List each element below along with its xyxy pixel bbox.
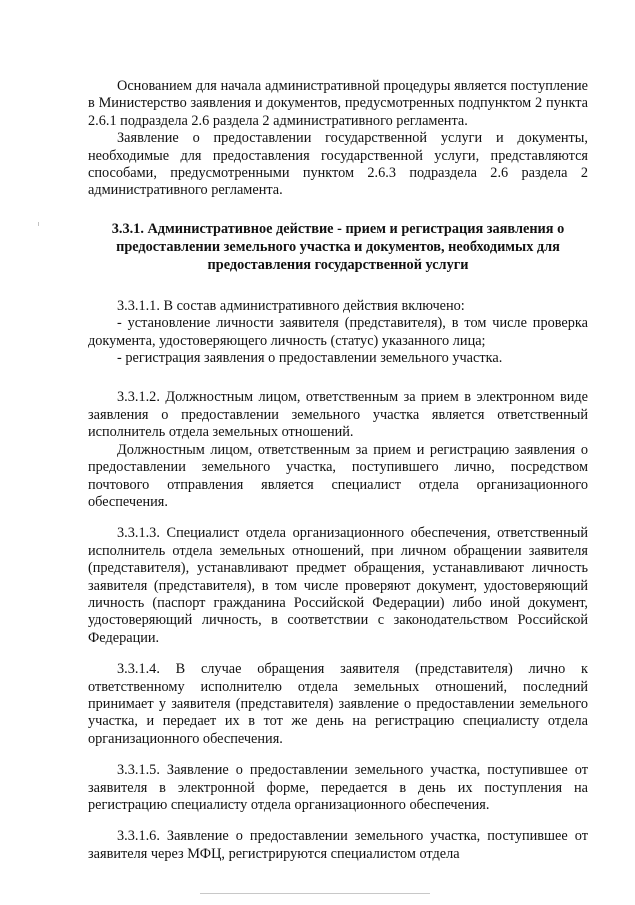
document-body	[88, 78, 588, 863]
spacer	[88, 748, 588, 762]
spacer	[88, 367, 588, 389]
paragraph-3-3-1-3: 3.3.1.3. Специалист отдела организационного обеспечения, ответственный исполнитель отдела земельных отношений, при личном обращении заявителя (представителя), устанавливают предмет обращения, устанавливают личность заявителя (представителя), в том числе проверяют документ, удостоверяющий личность (паспорт гражданина Российской Федерации) либо иной документ, удостоверяющий личность, в соответствии с законодательством Российской Федерации.	[88, 525, 588, 646]
paragraph-3-3-1-1: 3.3.1.1. В состав административного действия включено:	[117, 297, 465, 314]
section-heading: 3.3.1. Административное действие - прием и регистрация заявления о предоставлении земельного участка и документов, необходимых для предоставления государственной услуги	[111, 220, 565, 273]
scan-edge-line	[200, 893, 430, 894]
paragraph-3-3-1-6: 3.3.1.6. Заявление о предоставлении земельного участка, поступившее от заявителя через МФЦ, регистрируются специалистом отдела	[88, 828, 588, 862]
paragraph-3-3-1-5: 3.3.1.5. Заявление о предоставлении земельного участка, поступившее от заявителя в электронной форме, передается в день их поступления на регистрацию специалисту отдела организационного обеспечения.	[88, 762, 588, 813]
paragraph-3-3-1-2: 3.3.1.2. Должностным лицом, ответственным за прием в электронном виде заявления о предоставлении земельного участка является ответственный исполнитель отдела земельных отношений.	[88, 389, 588, 441]
intro-paragraph-1: Основанием для начала административной процедуры является поступление в Министерство заявления и документов, предусмотренных подпунктом 2 пункта 2.6.1 подраздела 2.6 раздела 2 административного регламента.	[88, 78, 588, 129]
spacer	[88, 511, 588, 525]
paragraph-3-3-1-2-b: Должностным лицом, ответственным за прием и регистрацию заявления о предоставлении земельного участка, поступившего лично, посредством почтового отправления является специалист отдела организационного обеспечения.	[88, 441, 588, 510]
spacer	[88, 647, 588, 661]
list-item-identity: - установление личности заявителя (представителя), в том числе проверка документа, удостоверяющего личность (статус) указанного лица;	[88, 315, 588, 349]
paragraph-3-3-1-4: 3.3.1.4. В случае обращения заявителя (представителя) лично к ответственному исполнителю отдела земельных отношений, последний принимает у заявителя (представителя) заявление о предоставлении земельного участка, и передает их в тот же день на регистрацию специалисту отдела организационного обеспечения.	[88, 661, 588, 747]
spacer	[88, 814, 588, 828]
scan-mark	[38, 222, 39, 226]
list-item-registration: - регистрация заявления о предоставлении земельного участка.	[117, 350, 503, 367]
intro-paragraph-2: Заявление о предоставлении государственной услуги и документы, необходимые для предоставления государственной услуги, представляются способами, предусмотренными пунктом 2.6.3 подраздела 2.6 раздела 2 административного регламента.	[88, 130, 588, 199]
